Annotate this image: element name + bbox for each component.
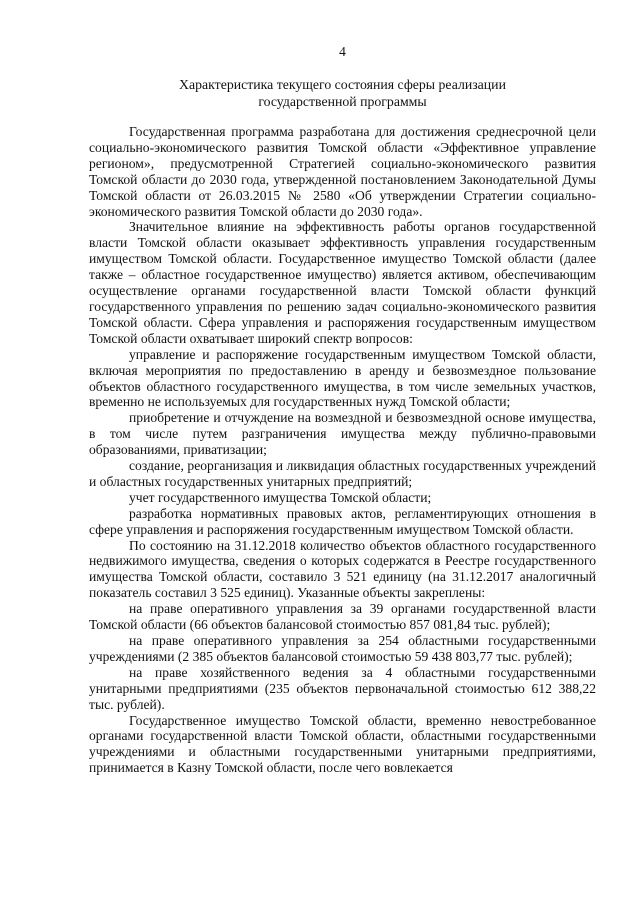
paragraph-list-item-management: управление и распоряжение государственным имуществом Томской области, включая мероприятия по предоставлению в аренду и безвозмездное пользование объектов областного государственного имущества, в том числе земельных участков, временно не используемых для государственных нужд Томской области; <box>89 346 596 410</box>
paragraph-operational-institutions: на праве оперативного управления за 254 областными государственными учреждениями (2 385 объектов балансовой стоимостью 59 438 803,77 тыс. рублей); <box>89 633 596 664</box>
paragraph-object-count: По состоянию на 31.12.2018 количество объектов областного государственного недвижимого имущества, сведения о которых содержатся в Реестре государственного имущества Томской области, составило 3 521 единицу (на 31.12.2017 аналогичный показатель составил 3 525 единиц). Указанные объекты закреплены: <box>89 537 596 601</box>
paragraph-list-item-creation: создание, реорганизация и ликвидация областных государственных учреждений и областных государственных унитарных предприятий; <box>89 458 596 489</box>
paragraph-economic-management: на праве хозяйственного ведения за 4 областными государственными унитарными предприятиями (235 объектов первоначальной стоимостью 612 388,22 тыс. рублей). <box>89 664 596 712</box>
paragraph-list-item-acquisition: приобретение и отчуждение на возмездной и безвозмездной основе имущества, в том числе путем разграничения имущества между публично-правовыми образованиями, приватизации; <box>89 410 596 458</box>
body-text <box>89 124 596 776</box>
page-number: 4 <box>339 44 346 59</box>
paragraph-operational-authorities: на праве оперативного управления за 39 органами государственной власти Томской области (66 объектов балансовой стоимостью 857 081,84 тыс. рублей); <box>89 601 596 633</box>
paragraph-treasury: Государственное имущество Томской области, временно невостребованное органами государственной власти Томской области, областными государственными учреждениями и областными государственными унитарными предприятиями, принимается в Казну Томской области, после чего вовлекается <box>89 712 596 776</box>
paragraph-program-goal: Государственная программа разработана для достижения среднесрочной цели социально-экономического развития Томской области «Эффективное управление регионом», предусмотренной Стратегией социально-экономического развития Томской области до 2030 года, утвержденной постановлением Законодательной Думы Томской области от 26.03.2015 № 2580 «Об утверждении Стратегии социально-экономического развития Томской области до 2030 года». <box>89 124 596 219</box>
section-heading-line-2: государственной программы <box>258 93 427 109</box>
section-heading-line-1: Характеристика текущего состояния сферы реализации <box>179 77 506 92</box>
paragraph-property-influence: Значительное влияние на эффективность работы органов государственной власти Томской области оказывает эффективность управления государственным имуществом Томской области. Государственное имущество Томской области (далее также – областное государственное имущество) является активом, обеспечивающим осуществление органами государственной власти Томской области функций государственного управления по решению задач социально-экономического развития Томской области. Сфера управления и распоряжения государственным имуществом Томской области охватывает широкий спектр вопросов: <box>89 219 596 346</box>
paragraph-list-item-regulation: разработка нормативных правовых актов, регламентирующих отношения в сфере управления и распоряжения государственным имуществом Томской области. <box>89 505 596 537</box>
section-heading <box>89 77 596 110</box>
paragraph-list-item-accounting: учет государственного имущества Томской области; <box>129 489 432 505</box>
